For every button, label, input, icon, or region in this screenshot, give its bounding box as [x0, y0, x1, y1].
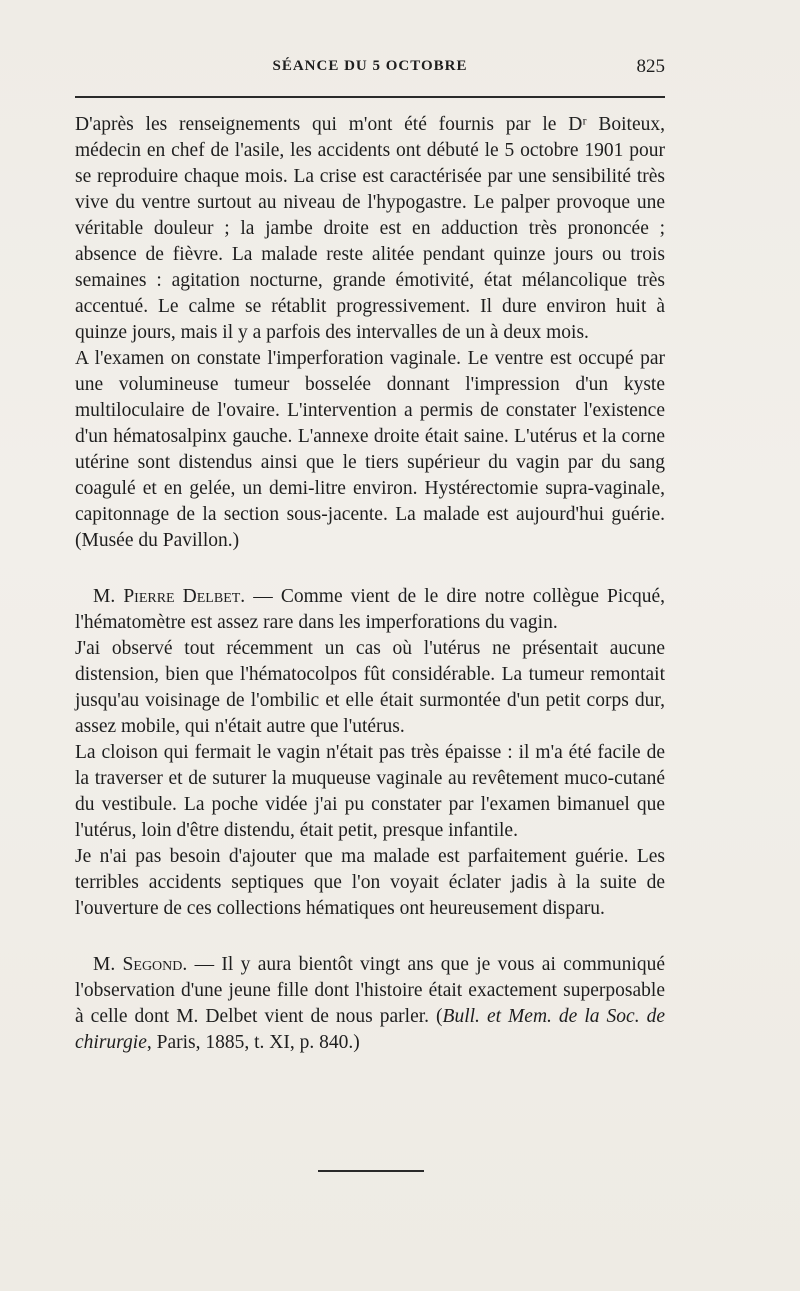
running-title: SÉANCE DU 5 OCTOBRE	[272, 58, 468, 74]
paragraph-5: La cloison qui fermait le vagin n'était pas très épaisse : il m'a été facile de la traverser et de suturer la muqueuse vaginale au revêtement muco-cutané du vestibule. La poche vidée j'ai pu constater par l'examen bimanuel que l'utérus, loin d'être distendu, était petit, presque infantile.	[75, 742, 665, 841]
paragraph-3-text: — Comme vient de le dire notre collègue Picqué, l'hématomètre est assez rare dans les imperforations du vagin.	[75, 586, 665, 633]
paragraph-2: A l'examen on constate l'imperforation vaginale. Le ventre est occupé par une volumineuse tumeur bosselée donnant l'impression d'un kyste multiloculaire de l'ovaire. L'intervention a permis de constater l'existence d'un hématosalpinx gauche. L'annexe droite était saine. L'utérus et la corne utérine sont distendus ainsi que le tiers supérieur du vagin par du sang coagulé et en gelée, un demi-litre environ. Hystérectomie supra-vaginale, capitonnage de la section sous-jacente. La malade est aujourd'hui guérie. (Musée du Pavillon.)	[75, 348, 665, 551]
citation-title: Bull. et Mem. de la Soc. de chirurgie	[75, 1006, 666, 1053]
page-number: 825	[636, 56, 665, 77]
paragraph-7	[75, 952, 665, 1056]
paragraph-3	[75, 584, 665, 636]
speaker-title-2: M.	[93, 954, 116, 975]
paragraph-7-text: — Il y aura bientôt vingt ans que je vous ai communiqué l'observation d'une jeune fille dont l'histoire était exactement superposable à celle dont M. Delbet vient de nous parler. (	[75, 954, 666, 1027]
speaker-name-delbet: Pierre Delbet.	[123, 586, 246, 607]
speaker-title-1: M.	[93, 586, 116, 607]
body-text	[75, 112, 665, 1056]
speaker-name-segond: Segond.	[122, 954, 188, 975]
paragraph-4: J'ai observé tout récemment un cas où l'utérus ne présentait aucune distension, bien que l'hématocolpos fût considérable. La tumeur remontait jusqu'au voisinage de l'ombilic et elle était surmontée d'un petit corps dur, assez mobile, qui n'était autre que l'utérus.	[75, 638, 665, 737]
end-rule	[318, 1170, 424, 1172]
paragraph-6: Je n'ai pas besoin d'ajouter que ma malade est parfaitement guérie. Les terribles accidents septiques que l'on voyait éclater jadis à la suite de l'ouverture de ces collections hématiques ont heureusement disparu.	[75, 846, 665, 919]
paragraph-1: D'après les renseignements qui m'ont été fournis par le Dʳ Boiteux, médecin en chef de l'asile, les accidents ont débuté le 5 octobre 1901 pour se reproduire chaque mois. La crise est caractérisée par une sensibilité très vive du ventre surtout au niveau de l'hypogastre. Le palper provoque une véritable douleur ; la jambe droite est en adduction très prononcée ; absence de fièvre. La malade reste alitée pendant quinze jours ou trois semaines : agitation nocturne, grande émotivité, état mélancolique très accentué. Le calme se rétablit progressivement. Il dure environ huit à quinze jours, mais il y a parfois des intervalles de un à deux mois.	[75, 114, 665, 343]
header-rule	[75, 96, 665, 98]
page-header	[75, 52, 665, 82]
citation-details: , Paris, 1885, t. XI, p. 840.)	[146, 1032, 360, 1053]
